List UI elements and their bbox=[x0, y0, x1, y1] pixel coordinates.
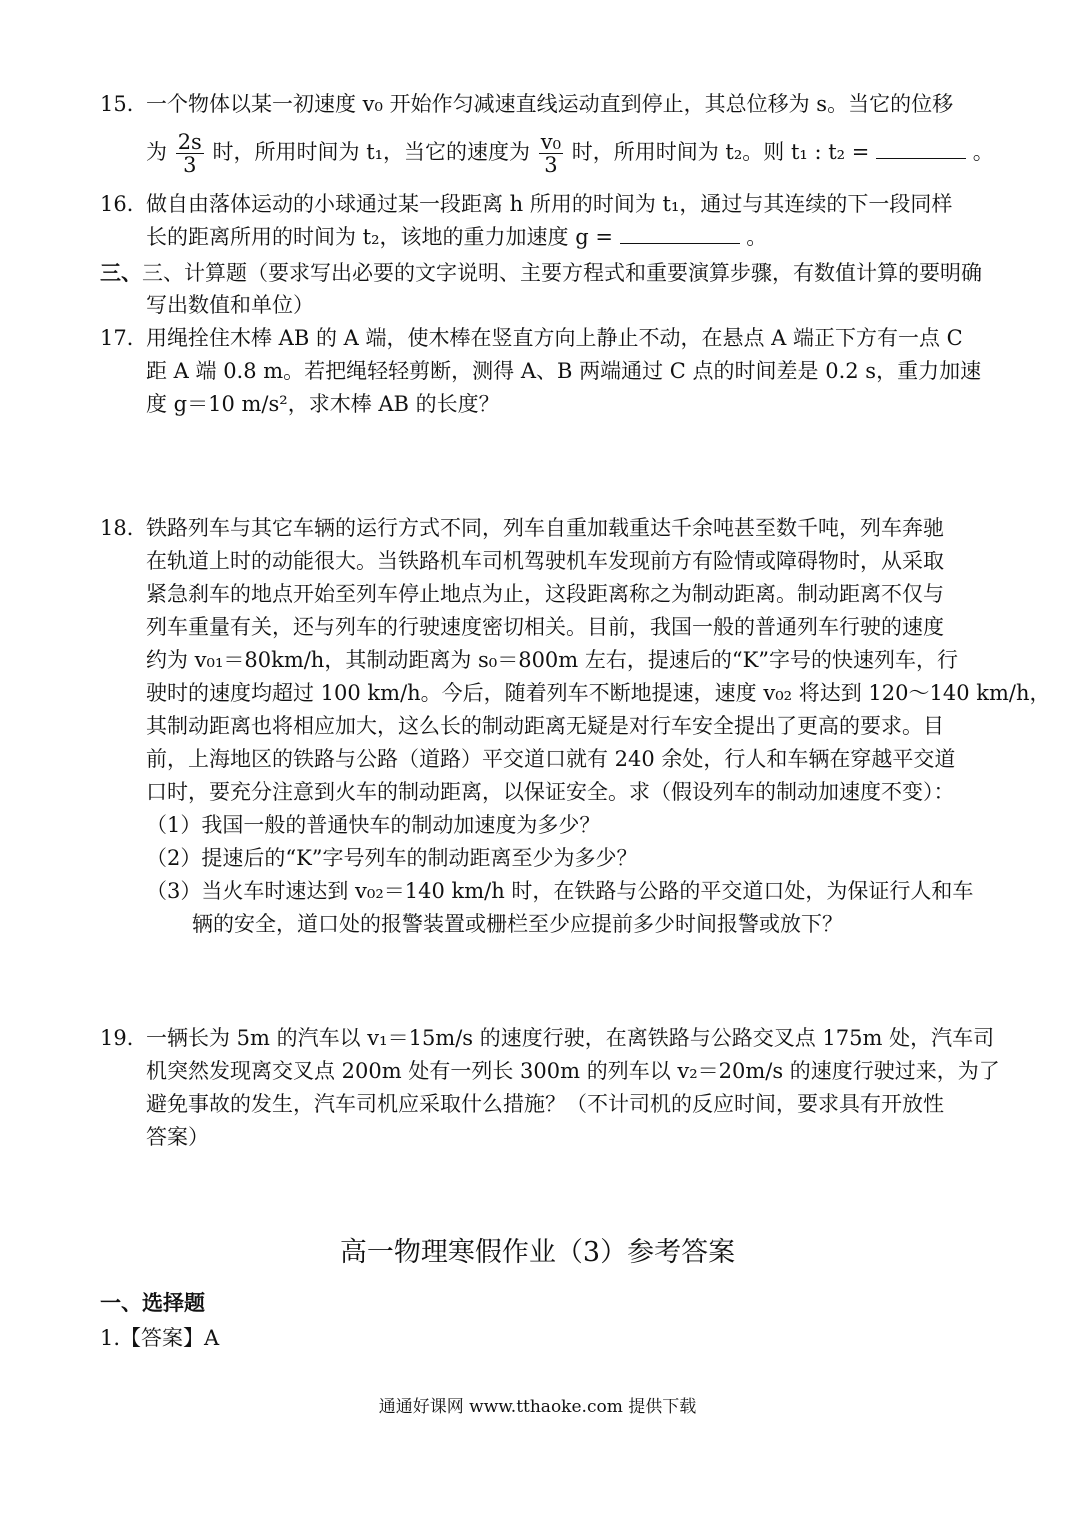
answer-key-title: 高一物理寒假作业（3）参考答案 bbox=[339, 1237, 736, 1268]
answer-section-heading: 一、选择题 bbox=[100, 1290, 205, 1315]
answer-blank[interactable] bbox=[876, 136, 966, 159]
question-text: 约为 v₀₁＝80km/h，其制动距离为 s₀＝800m 左右，提速后的“K”字号的快速列车，行 bbox=[146, 648, 959, 672]
question-text: 距 A 端 0.8 m。若把绳轻轻剪断，测得 A、B 两端通过 C 点的时间差是 0.2 s，重力加速 bbox=[146, 359, 982, 383]
sub-question-3-cont: 辆的安全，道口处的报警装置或栅栏至少应提前多少时间报警或放下？ bbox=[192, 912, 843, 936]
question-text: 为 bbox=[146, 140, 167, 164]
fraction-numerator: v₀ bbox=[540, 130, 562, 154]
question-text: 时，所用时间为 t₁，当它的速度为 bbox=[212, 140, 531, 164]
question-number: 19． bbox=[100, 1026, 148, 1050]
fraction-numerator: 2s bbox=[177, 130, 202, 154]
page-footer: 通通好课网 www.tthaoke.com 提供下载 bbox=[378, 1397, 697, 1417]
question-text: 铁路列车与其它车辆的运行方式不同，列车自重加载重达千余吨甚至数千吨，列车奔驰 bbox=[146, 516, 944, 540]
question-text: 前，上海地区的铁路与公路（道路）平交道口就有 240 余处，行人和车辆在穿越平交道 bbox=[146, 747, 956, 771]
question-text: 口时，要充分注意到火车的制动距离，以保证安全。求（假设列车的制动加速度不变）： bbox=[146, 780, 955, 804]
question-text: 。 bbox=[972, 140, 994, 164]
question-text: 其制动距离也将相应加大，这么长的制动距离无疑是对行车安全提出了更高的要求。目 bbox=[146, 714, 944, 738]
question-16 bbox=[100, 188, 980, 254]
question-text: 紧急刹车的地点开始至列车停止地点为止，这段距离称之为制动距离。制动距离不仅与 bbox=[146, 582, 944, 606]
question-19 bbox=[100, 1022, 1000, 1154]
fraction-v0-over-3 bbox=[539, 131, 563, 176]
sub-question-2: （2）提速后的“K”字号列车的制动距离至少为多少？ bbox=[146, 846, 638, 870]
answer-blank[interactable] bbox=[620, 221, 740, 244]
question-text: 答案） bbox=[146, 1125, 209, 1149]
question-text: 长的距离所用的时间为 t₂，该地的重力加速度 g = bbox=[146, 225, 613, 249]
question-text: 用绳拴住木棒 AB 的 A 端，使木棒在竖直方向上静止不动，在悬点 A 端正下方有一点 C bbox=[146, 326, 963, 350]
question-15 bbox=[100, 88, 994, 177]
question-text: 时，所用时间为 t₂。则 t₁ : t₂ = bbox=[571, 140, 870, 164]
question-number: 17． bbox=[100, 326, 148, 350]
question-text: 。 bbox=[746, 225, 768, 249]
question-number: 16． bbox=[100, 192, 148, 216]
question-text: 机突然发现离交叉点 200m 处有一列长 300m 的列车以 v₂＝20m/s 的速度行驶过来，为了 bbox=[146, 1059, 1000, 1083]
section-heading-cont: 写出数值和单位） bbox=[146, 293, 314, 317]
answer-item-1: 1.【答案】A bbox=[100, 1326, 220, 1350]
question-text: 驶时的速度均超过 100 km/h。今后，随着列车不断地提速，速度 v₀₂ 将达到 120～140 km/h， bbox=[146, 681, 1051, 705]
sub-question-3: （3）当火车时速达到 v₀₂＝140 km/h 时，在铁路与公路的平交道口处，为保证行人和车 bbox=[146, 879, 974, 903]
question-18 bbox=[100, 512, 1051, 941]
question-number: 18． bbox=[100, 516, 148, 540]
fraction-2s-over-3 bbox=[176, 131, 204, 176]
section-heading: 三、计算题（要求写出必要的文字说明、主要方程式和重要演算步骤，有数值计算的要明确 bbox=[142, 261, 982, 285]
question-text: 一个物体以某一初速度 v₀ 开始作匀减速直线运动直到停止，其总位移为 s。当它的位移 bbox=[146, 92, 954, 116]
sub-question-1: （1）我国一般的普通快车的制动加速度为多少？ bbox=[146, 813, 601, 837]
question-text: 列车重量有关，还与列车的行驶速度密切相关。目前，我国一般的普通列车行驶的速度 bbox=[146, 615, 944, 639]
question-number: 15． bbox=[100, 92, 148, 116]
question-text: 一辆长为 5m 的汽车以 v₁＝15m/s 的速度行驶，在离铁路与公路交叉点 175m 处，汽车司 bbox=[146, 1026, 995, 1050]
section-3-header: 三、三、计算题（要求写出必要的文字说明、主要方程式和重要演算步骤，有数值计算的要明确 写出数值和单位） bbox=[100, 256, 980, 322]
question-text: 避免事故的发生，汽车司机应采取什么措施？（不计司机的反应时间，要求具有开放性 bbox=[146, 1092, 944, 1116]
question-17 bbox=[100, 322, 980, 421]
question-text: 度 g＝10 m/s²，求木棒 AB 的长度？ bbox=[146, 392, 500, 416]
question-text: 做自由落体运动的小球通过某一段距离 h 所用的时间为 t₁，通过与其连续的下一段同样 bbox=[146, 192, 953, 216]
fraction-denominator: 3 bbox=[544, 153, 558, 177]
fraction-denominator: 3 bbox=[183, 153, 197, 177]
question-text: 在轨道上时的动能很大。当铁路机车司机驾驶机车发现前方有险情或障碍物时，从采取 bbox=[146, 549, 944, 573]
